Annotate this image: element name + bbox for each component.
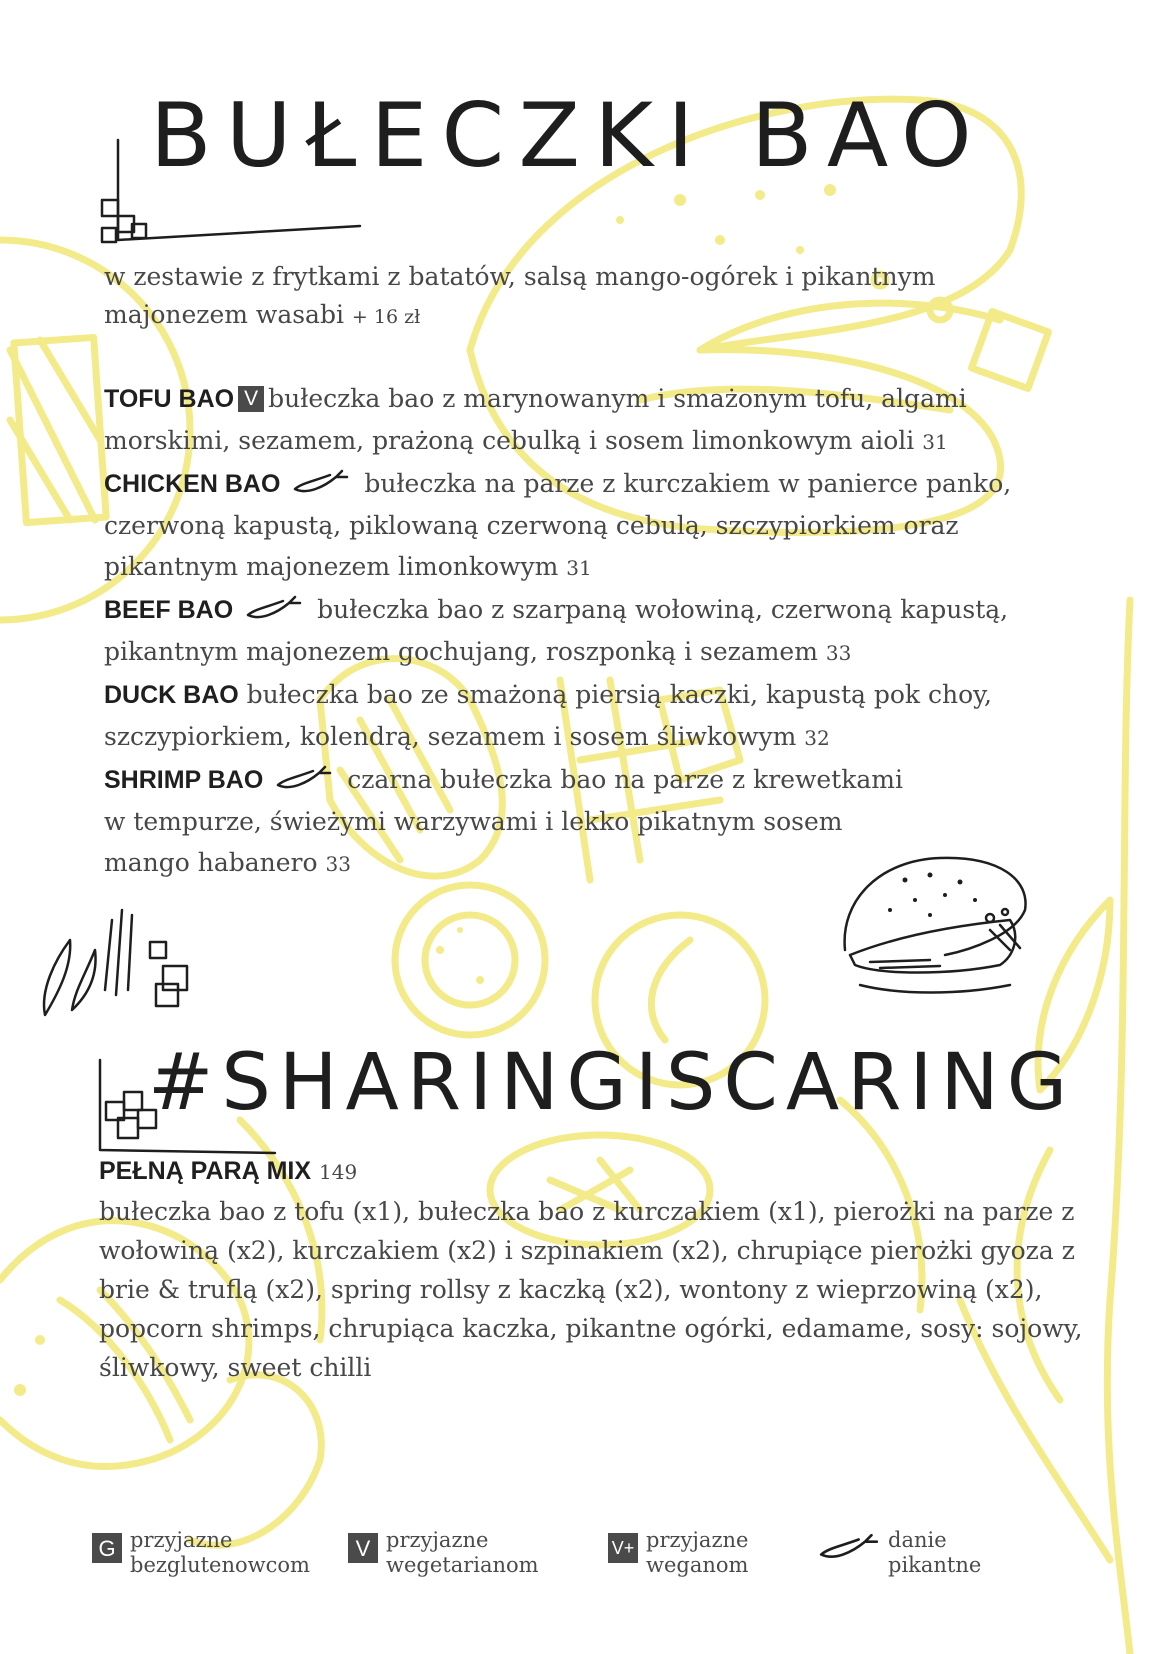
item-price: 149 — [319, 1160, 358, 1184]
intro-price: + 16 zł — [351, 306, 421, 328]
legend-gluten-free — [92, 1528, 310, 1578]
menu-item — [104, 589, 1034, 674]
item-description: bułeczka bao z szarpaną wołowiną, czerwoną kapustą, pikantnym majonezem gochujang, roszponką i sezamem — [104, 595, 1009, 666]
item-price: 32 — [804, 726, 830, 750]
chili-icon — [275, 765, 333, 791]
legend-label: wegetarianom — [386, 1553, 539, 1577]
item-name: TOFU BAO — [104, 385, 235, 413]
legend-spicy — [818, 1528, 981, 1578]
item-name: SHRIMP BAO — [104, 766, 264, 794]
item-price: 33 — [325, 852, 351, 876]
gluten-free-icon: G — [92, 1533, 122, 1563]
bao-section-title: BUŁECZKI BAO — [150, 84, 986, 187]
legend-vegetarian — [348, 1528, 539, 1578]
chili-icon — [818, 1532, 880, 1562]
sharing-section-title: #SHARINGISCARING — [148, 1038, 1076, 1128]
legend-label: danie — [888, 1528, 947, 1552]
item-description: bułeczka bao z tofu (x1), bułeczka bao z kurczakiem (x1), pierożki na parze z wołowiną (x2), kurczakiem (x2) i szpinakiem (x2), chrupiące pierożki gyoza z brie & truflą (x2), spring rollsy z kaczką (x2), wontony z wieprzowiną (x2), popcorn shrimps, chrupiąca kaczka, pikantne ogórki, edamame, sosy: sojowy, śliwkowy, sweet chilli — [99, 1197, 1083, 1382]
legend-label: bezglutenowcom — [130, 1553, 310, 1577]
item-description: bułeczka na parze z kurczakiem w panierce panko, czerwoną kapustą, piklowaną czerwoną cebulą, szczypiorkiem oraz pikantnym majonezem limonkowym — [104, 469, 1012, 581]
item-price: 33 — [825, 641, 852, 665]
legend-label: przyjazne — [130, 1528, 233, 1552]
intro-text: w zestawie z frytkami z batatów, salsą mango-ogórek i pikantnym majonezem wasabi — [104, 262, 936, 329]
bao-menu-list — [104, 378, 1034, 885]
item-name: PEŁNĄ PARĄ MIX — [99, 1157, 312, 1185]
bao-set-intro — [104, 258, 984, 336]
legend-label: pikantne — [888, 1553, 982, 1577]
legend-vegan — [608, 1528, 748, 1578]
chili-icon — [292, 469, 350, 495]
item-description: bułeczka bao z marynowanym i smażonym tofu, algami morskimi, sezamem, prażoną cebulką i sosem limonkowym aioli — [104, 384, 967, 455]
chili-icon — [245, 595, 303, 621]
menu-item — [104, 378, 1034, 463]
item-price: 31 — [566, 556, 592, 580]
item-name: DUCK BAO — [104, 681, 239, 709]
item-name: CHICKEN BAO — [104, 470, 281, 498]
vegan-icon: V+ — [608, 1533, 638, 1563]
item-name: BEEF BAO — [104, 596, 234, 624]
item-price: 31 — [922, 430, 948, 454]
legend-label: weganom — [646, 1553, 749, 1577]
item-description: czarna bułeczka bao na parze z krewetkami w tempurze, świeżymi warzywami i lekko pikatnym sosem mango habanero — [104, 765, 903, 877]
legend-label: przyjazne — [386, 1528, 489, 1552]
sharing-mix-item — [99, 1157, 1089, 1387]
menu-item — [104, 759, 904, 885]
menu-item — [104, 463, 1034, 589]
vegetarian-icon: V — [348, 1533, 378, 1563]
menu-item — [104, 674, 1034, 759]
legend-label: przyjazne — [646, 1528, 749, 1552]
vegetarian-badge-icon: V — [238, 386, 264, 412]
item-description: bułeczka bao ze smażoną piersią kaczki, kapustą pok choy, szczypiorkiem, kolendrą, sezamem i sosem śliwkowym — [104, 680, 992, 751]
